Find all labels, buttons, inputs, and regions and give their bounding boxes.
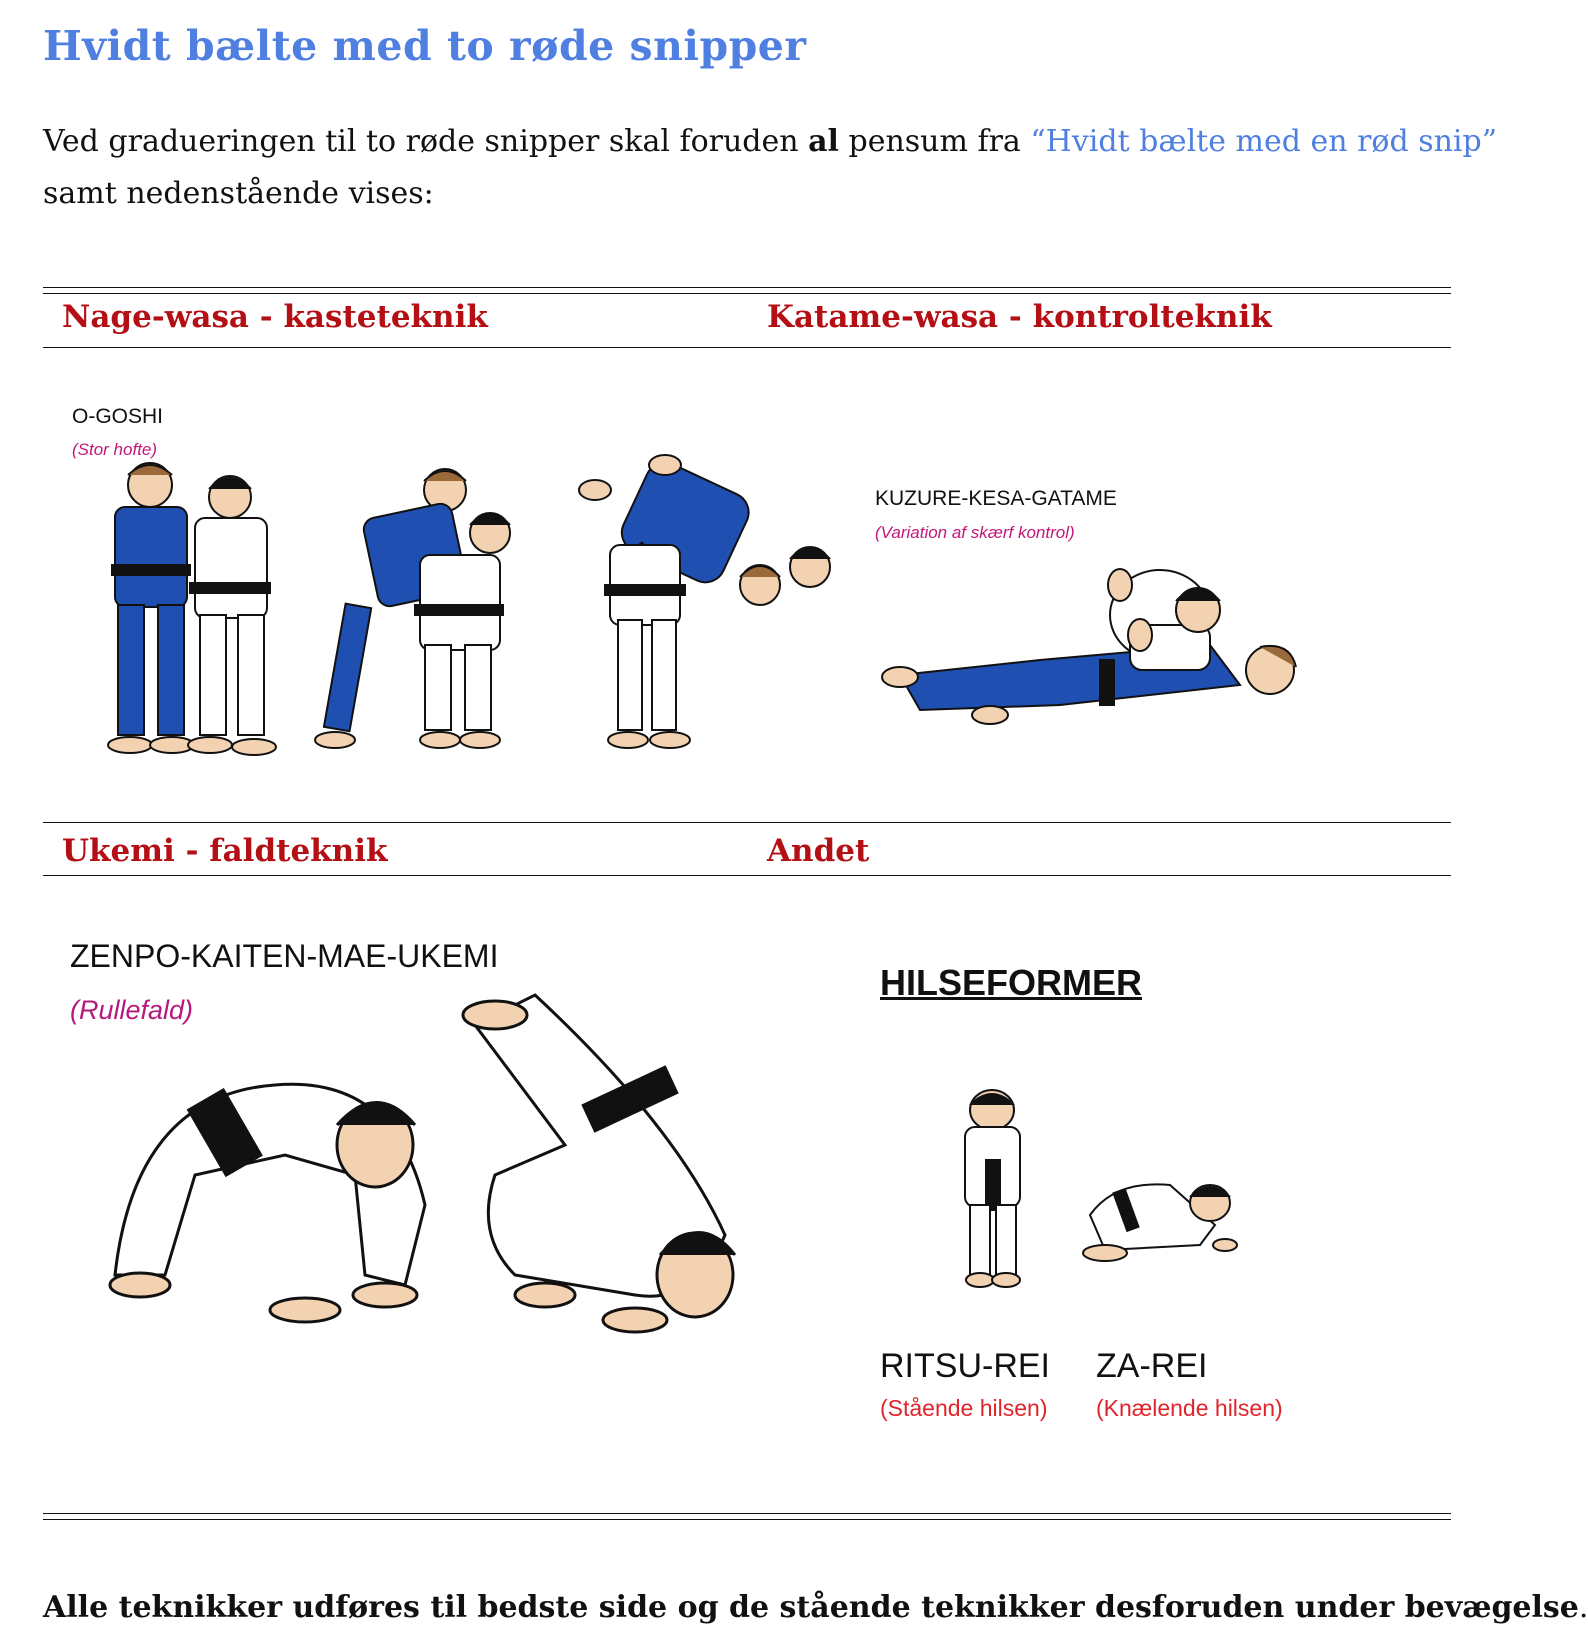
intro-text: Ved gradueringen til to røde snipper skal foruden (43, 124, 809, 159)
page-title: Hvidt bælte med to røde snipper (43, 22, 807, 70)
za-rei-label: ZA-REI (1096, 1347, 1208, 1385)
intro-paragraph (43, 116, 1513, 220)
za-rei-translation: (Knælende hilsen) (1096, 1395, 1283, 1421)
ukemi-label: ZENPO-KAITEN-MAE-UKEMI (70, 938, 499, 974)
judoka-white-standing (188, 476, 276, 755)
hilseformer-heading: HILSEFORMER (880, 962, 1143, 1003)
footer-note-bold: Alle teknikker udføres til bedste side og de stående teknikker desforuden under bevægelse (43, 1590, 1579, 1625)
kuzure-kesa-gatame-translation: (Variation af skærf kontrol) (875, 523, 1075, 542)
judoka-pair-entry (315, 469, 510, 748)
ritsu-rei-label: RITSU-REI (880, 1347, 1050, 1385)
table-bottom-rule-1 (43, 1513, 1451, 1514)
prerequisite-link[interactable]: “Hvidt bælte med en rød snip” (1030, 124, 1498, 159)
o-goshi-illustration (70, 455, 840, 765)
ukemi-illustration (75, 975, 775, 1395)
kuzure-kesa-gatame-illustration (880, 565, 1320, 735)
header-rule-2 (43, 875, 1451, 876)
heading-nage-wasa: Nage-wasa - kasteteknik (62, 299, 488, 335)
footer-note (43, 1590, 1588, 1625)
ukemi-translation: (Rullefald) (70, 995, 194, 1025)
hilseformer-illustration (940, 1085, 1240, 1290)
judoka-blue-standing (108, 463, 194, 753)
table-bottom-rule-2 (43, 1519, 1451, 1520)
o-goshi-translation: (Stor hofte) (72, 440, 158, 459)
table-top-rule-2 (43, 293, 1451, 294)
kuzure-kesa-gatame-label: KUZURE-KESA-GATAME (875, 487, 1117, 510)
heading-katame-wasa: Katame-wasa - kontrolteknik (767, 299, 1272, 335)
header-rule-1 (43, 347, 1451, 348)
footer-note-end: . (1578, 1590, 1588, 1625)
table-middle-rule (43, 822, 1451, 823)
table-top-rule-1 (43, 287, 1451, 288)
intro-text-end: samt nedenstående vises: (43, 176, 434, 211)
heading-andet: Andet (767, 833, 870, 869)
intro-text-mid: pensum fra (838, 124, 1031, 159)
o-goshi-label: O-GOSHI (72, 405, 164, 428)
intro-bold: al (808, 124, 839, 159)
judoka-pair-throw (579, 455, 830, 748)
heading-ukemi: Ukemi - faldteknik (62, 833, 388, 869)
ritsu-rei-translation: (Stående hilsen) (880, 1395, 1048, 1421)
